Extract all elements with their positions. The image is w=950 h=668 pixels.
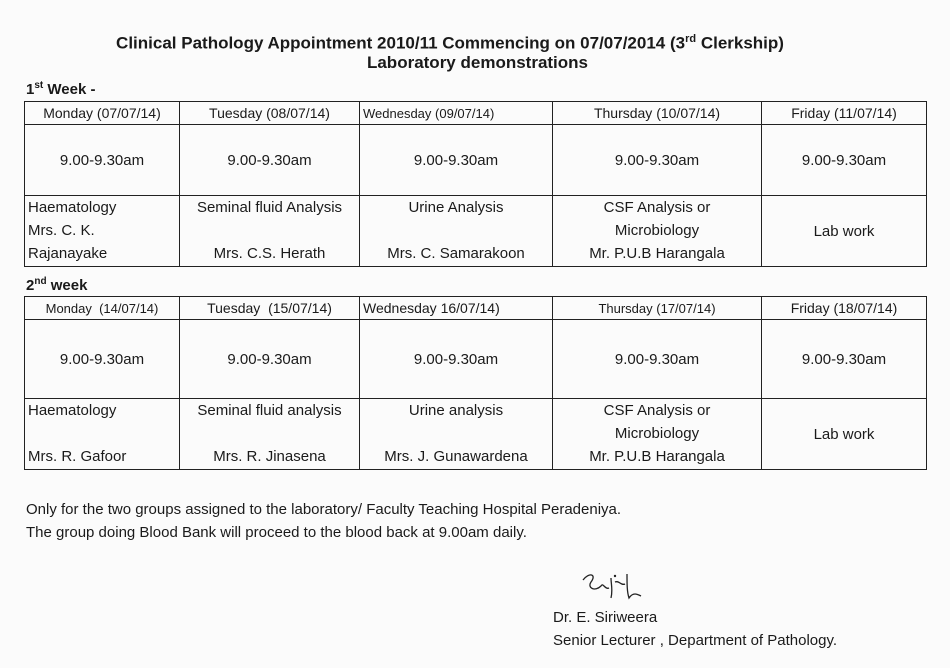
week2-day-mon: Monday (14/07/14) <box>25 297 180 320</box>
activity-line: Microbiology <box>614 222 700 239</box>
week1-day-wed: Wednesday (09/07/14) <box>360 102 553 125</box>
week2-label-sup: nd <box>34 276 47 287</box>
activity-line: Rajanayake <box>28 245 108 262</box>
week1-time-thu: 9.00-9.30am <box>553 125 762 196</box>
note-line-2: The group doing Blood Bank will proceed to the blood back at 9.00am daily. <box>26 524 527 541</box>
activity-line: Mr. P.U.B Harangala <box>589 448 725 465</box>
week2-time-wed: 9.00-9.30am <box>360 320 553 399</box>
activity-line: Seminal fluid Analysis <box>196 199 343 216</box>
week1-day-tue: Tuesday (08/07/14) <box>180 102 360 125</box>
week2-time-fri: 9.00-9.30am <box>762 320 927 399</box>
week2-label <box>26 276 87 294</box>
activity-line: CSF Analysis or <box>603 199 711 216</box>
week1-activity-wed <box>360 196 553 267</box>
note-line-1: Only for the two groups assigned to the laboratory/ Faculty Teaching Hospital Peradeniya. <box>26 501 622 518</box>
week2-activity-tue <box>180 399 360 470</box>
activity-line: Mrs. C. Samarakoon <box>387 245 525 262</box>
week2-time-row <box>25 320 927 399</box>
week2-activity-row <box>25 399 927 470</box>
week2-time-thu: 9.00-9.30am <box>553 320 762 399</box>
title-main: Clinical Pathology Appointment 2010/11 Commencing on 07/07/2014 (3 <box>116 33 686 53</box>
week2-day-wed: Wednesday 16/07/14) <box>360 297 553 320</box>
week2-time-tue: 9.00-9.30am <box>180 320 360 399</box>
week2-activity-fri: Lab work <box>762 399 927 470</box>
week2-time-mon: 9.00-9.30am <box>25 320 180 399</box>
activity-line: Seminal fluid analysis <box>197 402 342 419</box>
week2-table <box>24 296 927 470</box>
week1-label-sup: st <box>34 80 44 91</box>
activity-line: Mrs. R. Gafoor <box>28 448 127 465</box>
activity-line: Microbiology <box>614 425 700 442</box>
activity-line: CSF Analysis or <box>603 402 711 419</box>
activity-line: Mrs. J. Gunawardena <box>384 448 528 465</box>
activity-line: Mrs. C. K. <box>28 222 95 239</box>
week2-label-text: week <box>46 277 88 294</box>
week1-day-thu: Thursday (10/07/14) <box>553 102 762 125</box>
activity-line: Haematology <box>28 402 117 419</box>
activity-line: Mrs. R. Jinasena <box>213 448 326 465</box>
page-title <box>0 28 950 55</box>
title-sup: rd <box>685 33 697 45</box>
week2-activity-thu <box>553 399 762 470</box>
week1-day-mon: Monday (07/07/14) <box>25 102 180 125</box>
week1-table <box>24 101 927 267</box>
week2-day-fri: Friday (18/07/14) <box>762 297 927 320</box>
signatory-name: Dr. E. Siriweera <box>553 609 658 626</box>
week1-day-fri: Friday (11/07/14) <box>762 102 927 125</box>
week1-header-row <box>25 102 927 125</box>
activity-line: Mrs. C.S. Herath <box>213 245 326 262</box>
handwritten-signature-icon <box>575 568 655 608</box>
week2-label-num: 2 <box>26 277 35 294</box>
week1-label-text: Week - <box>43 81 96 98</box>
activity-line: Haematology <box>28 199 117 216</box>
week2-activity-wed <box>360 399 553 470</box>
week1-activity-mon <box>25 196 180 267</box>
week1-time-mon: 9.00-9.30am <box>25 125 180 196</box>
week1-activity-fri: Lab work <box>762 196 927 267</box>
week2-day-thu: Thursday (17/07/14) <box>553 297 762 320</box>
week1-time-tue: 9.00-9.30am <box>180 125 360 196</box>
title-end: Clerkship) <box>696 33 784 53</box>
week2-day-tue: Tuesday (15/07/14) <box>180 297 360 320</box>
week1-time-wed: 9.00-9.30am <box>360 125 553 196</box>
signatory-title: Senior Lecturer , Department of Pathology. <box>553 632 838 649</box>
page-subtitle: Laboratory demonstrations <box>366 53 589 72</box>
week1-activity-row <box>25 196 927 267</box>
week1-time-fri: 9.00-9.30am <box>762 125 927 196</box>
activity-line: Mr. P.U.B Harangala <box>589 245 725 262</box>
week1-time-row <box>25 125 927 196</box>
activity-line: Urine Analysis <box>408 199 504 216</box>
week1-label-num: 1 <box>26 81 35 98</box>
week2-header-row <box>25 297 927 320</box>
week1-label <box>26 80 96 98</box>
activity-line: Urine analysis <box>408 402 504 419</box>
week1-activity-thu <box>553 196 762 267</box>
week1-activity-tue <box>180 196 360 267</box>
week2-activity-mon <box>25 399 180 470</box>
